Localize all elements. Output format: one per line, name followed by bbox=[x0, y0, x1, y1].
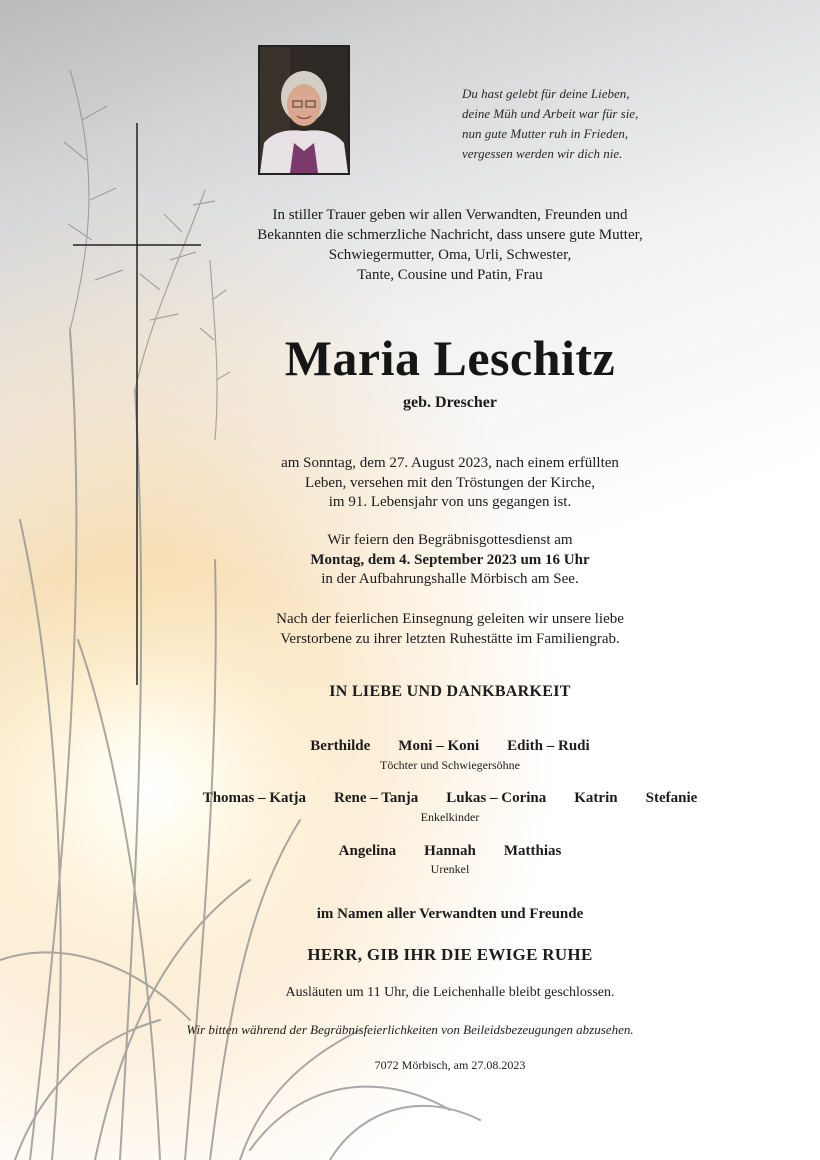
death-notice-line: Leben, versehen mit den Tröstungen der Kirche, bbox=[305, 474, 595, 491]
funeral-location: in der Aufbahrungshalle Mörbisch am See. bbox=[321, 571, 579, 587]
intro-line: Tante, Cousine und Patin, Frau bbox=[357, 267, 543, 283]
funeral-info bbox=[170, 531, 730, 590]
poem-line: Du hast gelebt für deine Lieben, bbox=[462, 86, 630, 101]
burial-line: Nach der feierlichen Einsegnung geleiten wir unsere liebe bbox=[276, 611, 624, 627]
poem-line: nun gute Mutter ruh in Frieden, bbox=[462, 126, 629, 141]
burial-info bbox=[170, 610, 730, 649]
mourner-name: Hannah bbox=[424, 843, 476, 859]
mourner-name: Stefanie bbox=[645, 790, 698, 806]
burial-line: Verstorbene zu ihrer letzten Ruhestätte im Familiengrab. bbox=[280, 630, 620, 647]
mourner-name: Berthilde bbox=[310, 738, 371, 754]
intro-line: In stiller Trauer geben wir allen Verwandten, Freunden und bbox=[272, 207, 628, 223]
mourners-names-grandchildren bbox=[100, 790, 800, 807]
mourners-heading: IN LIEBE UND DANKBARKEIT bbox=[329, 683, 571, 700]
bell-note: Ausläuten um 11 Uhr, die Leichenhalle bleibt geschlossen. bbox=[285, 985, 615, 1000]
funeral-date-time: Montag, dem 4. September 2023 um 16 Uhr bbox=[310, 551, 590, 568]
mourners-names-great-grandchildren bbox=[100, 843, 800, 860]
death-notice-line: im 91. Lebensjahr von uns gegangen ist. bbox=[328, 494, 572, 510]
poem-line: deine Müh und Arbeit war für sie, bbox=[462, 106, 639, 121]
condolence-request: Wir bitten während der Begräbnisfeierlichkeiten von Beileidsbezeugungen abzusehen. bbox=[186, 1022, 634, 1037]
mourner-name: Thomas – Katja bbox=[202, 790, 307, 806]
poem bbox=[462, 84, 638, 164]
maiden-name: geb. Drescher bbox=[403, 394, 497, 411]
place-date: 7072 Mörbisch, am 27.08.2023 bbox=[374, 1058, 526, 1072]
mourners-caption: Töchter und Schwiegersöhne bbox=[380, 758, 520, 772]
mourners-names-daughters bbox=[100, 738, 800, 755]
mourner-name: Edith – Rudi bbox=[507, 738, 590, 754]
mourner-name: Rene – Tanja bbox=[334, 790, 419, 806]
intro-text bbox=[170, 205, 730, 285]
mourners-closing: im Namen aller Verwandten und Freunde bbox=[316, 906, 584, 922]
intro-line: Bekannten die schmerzliche Nachricht, dass unsere gute Mutter, bbox=[257, 227, 643, 243]
death-notice-line: am Sonntag, dem 27. August 2023, nach einem erfüllten bbox=[281, 455, 619, 471]
mourner-name: Moni – Koni bbox=[398, 738, 480, 754]
deceased-name: Maria Leschitz bbox=[284, 330, 616, 386]
mourners-caption: Enkelkinder bbox=[420, 810, 480, 824]
mourner-name: Matthias bbox=[503, 843, 562, 859]
prayer-heading: HERR, GIB IHR DIE EWIGE RUHE bbox=[307, 945, 593, 964]
intro-line: Schwiegermutter, Oma, Urli, Schwester, bbox=[328, 247, 572, 263]
death-notice bbox=[170, 454, 730, 513]
mourners-caption: Urenkel bbox=[430, 862, 470, 876]
portrait-photo bbox=[258, 45, 350, 175]
funeral-line: Wir feiern den Begräbnisgottesdienst am bbox=[327, 532, 573, 548]
mourner-name: Katrin bbox=[574, 790, 618, 806]
mourner-name: Lukas – Corina bbox=[446, 790, 547, 806]
poem-line: vergessen werden wir dich nie. bbox=[462, 146, 623, 161]
mourner-name: Angelina bbox=[338, 843, 397, 859]
